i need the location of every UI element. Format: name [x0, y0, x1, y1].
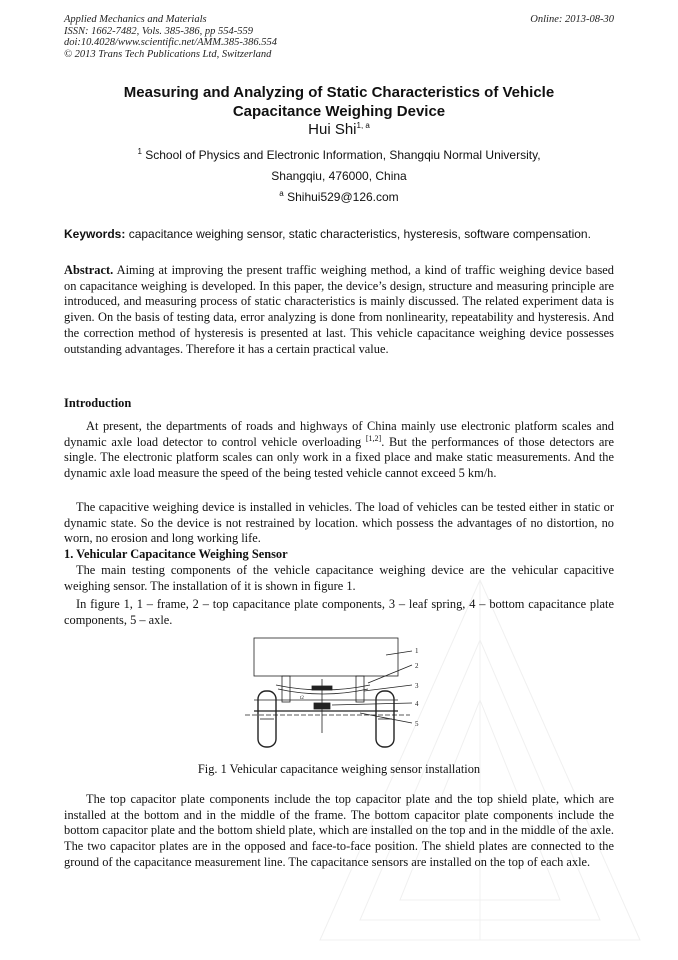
- author-line: [64, 121, 614, 139]
- affiliation-line-1: [64, 148, 614, 163]
- affiliation-text-1: School of Physics and Electronic Information, Shangqiu Normal University,: [145, 148, 541, 162]
- paper-title: [64, 83, 614, 121]
- section-1-paragraph-2: In figure 1, 1 – frame, 2 – top capacitance plate components, 3 – leaf spring, 4 – bottom capacitance plate components, 5 – axle.: [64, 597, 614, 627]
- abstract-label: Abstract.: [64, 263, 114, 277]
- email-sup: a: [279, 189, 284, 198]
- author-name: Hui Shi: [308, 121, 357, 138]
- author-email: Shihui529@126.com: [287, 190, 399, 204]
- keywords-text: capacitance weighing sensor, static characteristics, hysteresis, software compensation.: [128, 227, 591, 241]
- title-line-1: Measuring and Analyzing of Static Characteristics of Vehicle: [123, 84, 555, 101]
- author-sup: 1, a: [356, 121, 370, 130]
- intro-paragraph-1: [64, 419, 614, 482]
- intro-paragraph-2: The capacitive weighing device is installed in vehicles. The load of vehicles can be tested either in static or dynamic state. So the device is not restrained by location. which possess the advantages of no distortion, no worn, no erosion and long working life.: [64, 500, 614, 546]
- keywords-label: Keywords:: [64, 227, 126, 241]
- figure-inner-label: t2: [300, 696, 304, 701]
- figure-label-5: 5: [415, 720, 419, 728]
- email-line: [64, 190, 614, 205]
- affiliation-sup: 1: [137, 147, 142, 156]
- section-1-paragraph-1: The main testing components of the vehicle capacitance weighing device are the vehicular capacitive weighing sensor. The installation of it is shown in figure 1.: [64, 563, 614, 593]
- copyright-line: © 2013 Trans Tech Publications Ltd, Switzerland: [64, 48, 272, 60]
- intro-p1-text: At present, the departments of roads and highways of China mainly use electronic platform scales and dynamic axle load detector to control vehicle overloading: [64, 419, 614, 449]
- keywords: [64, 227, 614, 242]
- doi-line: doi:10.4028/www.scientific.net/AMM.385-386.554: [64, 37, 277, 48]
- frame-box: [254, 638, 398, 676]
- introduction-heading: Introduction: [64, 396, 132, 410]
- figure-1-caption: Fig. 1 Vehicular capacitance weighing sensor installation: [197, 762, 481, 776]
- title-line-2: Capacitance Weighing Device: [232, 103, 446, 120]
- journal-header: [64, 14, 277, 60]
- abstract: [64, 263, 614, 357]
- online-date: Online: 2013-08-30: [530, 14, 614, 25]
- affiliation-line-2: Shangqiu, 476000, China: [271, 169, 407, 183]
- journal-name: Applied Mechanics and Materials: [64, 14, 207, 25]
- figure-1-diagram: [240, 633, 430, 755]
- intro-p1-text-cont: . But the performances of those detectors are single. The electronic platform scales can only work in a fixed place and make static measurements. And the dynamic axle load measure the speed of the being tested vehicle cannot exceed 5 km/h.: [64, 434, 614, 481]
- citation-ref: [1,2]: [365, 433, 382, 443]
- section-1-heading: 1. Vehicular Capacitance Weighing Sensor: [64, 547, 288, 561]
- issn-line: ISSN: 1662-7482, Vols. 385-386, pp 554-559: [64, 25, 253, 37]
- abstract-text: Aiming at improving the present traffic weighing method, a kind of traffic weighing device based on capacitance weighing is developed. In this paper, the device’s design, structure and measuring principle are introduced, and measuring process of static characteristics is mainly discussed. The related experiment data is given. On the basis of testing data, error analyzing is done from nonlinearity, repeatability and hysteresis. And the correction method of hysteresis is presented at last. This vehicle capacitance weighing device possesses outstanding advantages. Therefore it has a certain practical value.: [64, 263, 614, 356]
- figure-label-2: 2: [415, 662, 419, 670]
- figure-label-3: 3: [415, 682, 419, 690]
- body-paragraph-1: The top capacitor plate components include the top capacitor plate and the top shield plate, which are installed at the bottom and in the middle of the frame. The bottom capacitor plate components include the bottom capacitor plate and the bottom shield plate, which are installed on the top and in the middle of the axle. The two capacitor plates are in the opposed and face-to-face position. The shield plates are connected to the ground of the capacitance measurement line. The capacitance sensors are installed on the top of each axle.: [64, 792, 614, 869]
- figure-label-4: 4: [415, 700, 419, 708]
- figure-label-1: 1: [415, 647, 419, 655]
